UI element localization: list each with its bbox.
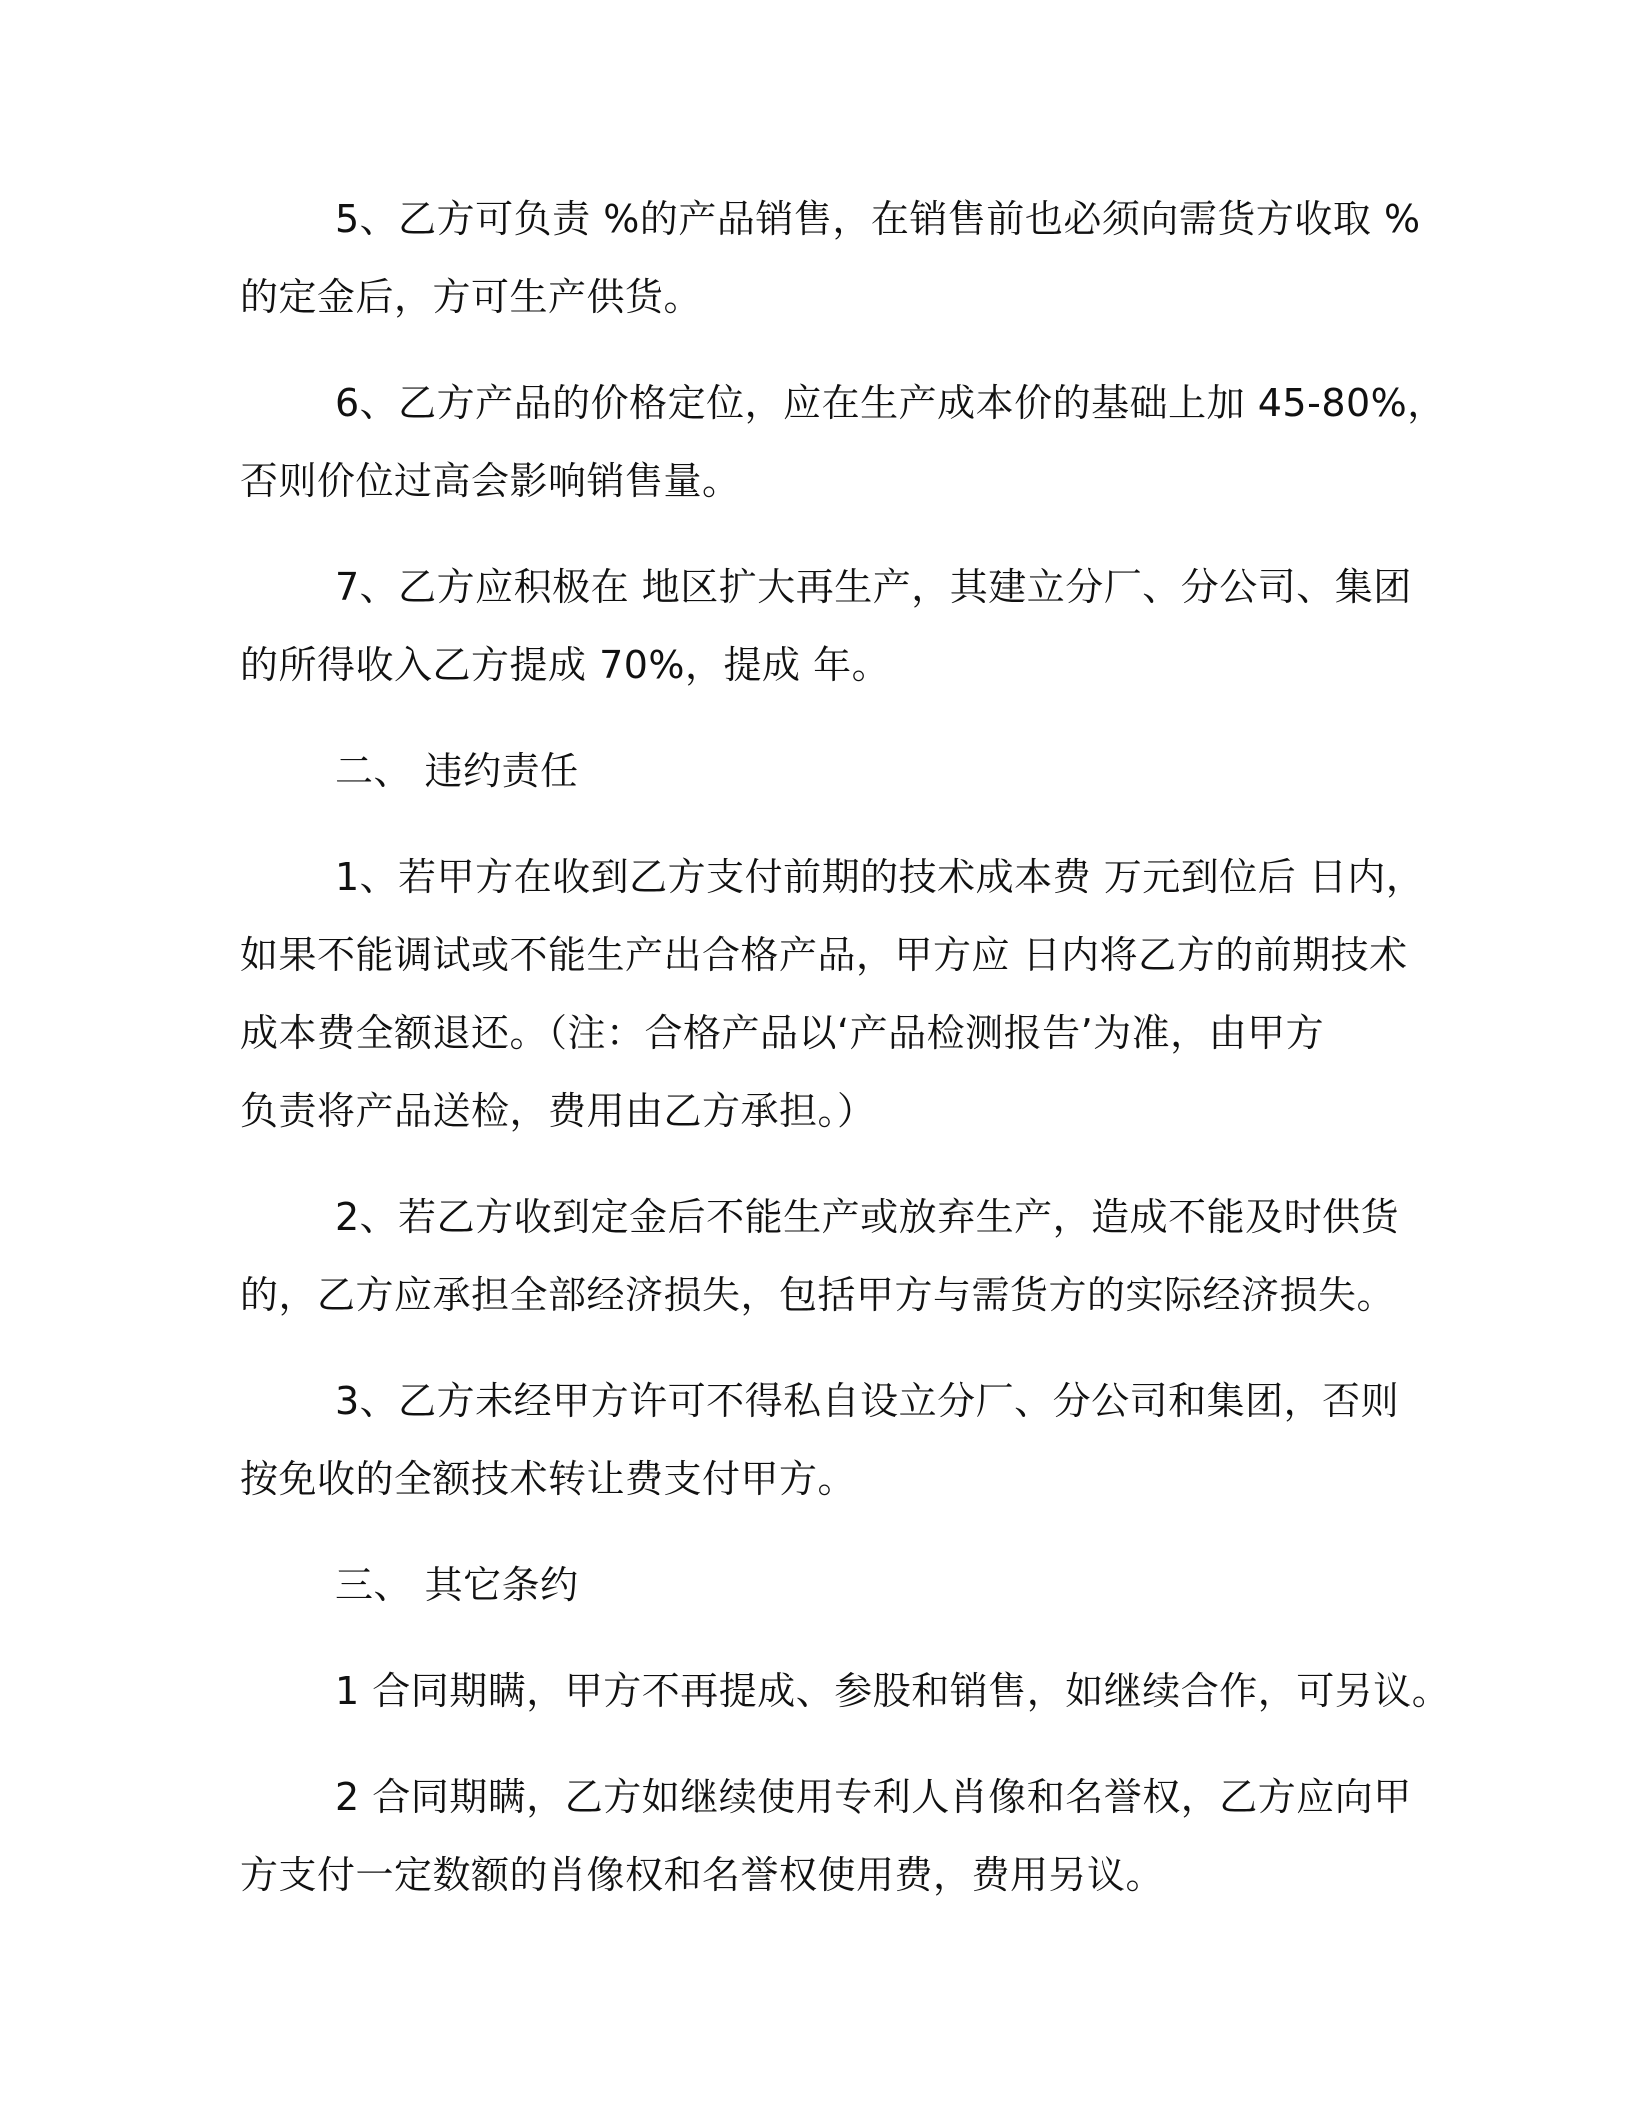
section-heading-liability <box>240 732 1400 810</box>
paragraph-line: 6、乙方产品的价格定位，应在生产成本价的基础上加 45-80%， <box>335 381 1446 425</box>
liability-clause-2-paragraph <box>240 1178 1400 1334</box>
paragraph-line: 1、若甲方在收到乙方支付前期的技术成本费 万元到位后 日内， <box>335 855 1425 899</box>
section-heading: 二、 违约责任 <box>335 749 579 793</box>
paragraph-line: 的所得收入乙方提成 70%，提成 年。 <box>240 643 891 687</box>
other-term-2-paragraph <box>240 1758 1412 1914</box>
paragraph-line: 3、乙方未经甲方许可不得私自设立分厂、分公司和集团，否则 <box>335 1379 1400 1423</box>
paragraph-line: 7、乙方应积极在 地区扩大再生产，其建立分厂、分公司、集团 <box>335 565 1412 609</box>
paragraph-line: 2 合同期瞒，乙方如继续使用专利人肖像和名誉权，乙方应向甲 <box>335 1775 1412 1819</box>
paragraph-line: 按免收的全额技术转让费支付甲方。 <box>240 1457 857 1501</box>
clause-5-paragraph <box>240 180 1421 336</box>
section-heading: 三、 其它条约 <box>335 1563 579 1607</box>
paragraph-line: 2、若乙方收到定金后不能生产或放弃生产，造成不能及时供货 <box>335 1195 1400 1239</box>
paragraph-line: 成本费全额退还。（注：合格产品以‘产品检测报告’为准，由甲方 <box>240 1011 1325 1055</box>
paragraph-line: 如果不能调试或不能生产出合格产品，甲方应 日内将乙方的前期技术 <box>240 933 1408 977</box>
paragraph-line: 5、乙方可负责 %的产品销售，在销售前也必须向需货方收取 % <box>335 197 1421 241</box>
paragraph-line: 否则价位过高会影响销售量。 <box>240 459 741 503</box>
paragraph-line: 1 合同期瞒，甲方不再提成、参股和销售，如继续合作，可另议。 <box>335 1669 1451 1713</box>
clause-7-paragraph <box>240 548 1412 704</box>
other-term-1-paragraph <box>240 1652 1451 1730</box>
paragraph-line: 负责将产品送检，费用由乙方承担。） <box>240 1089 876 1133</box>
clause-6-paragraph <box>240 364 1446 520</box>
section-heading-other-terms <box>240 1546 1400 1624</box>
paragraph-line: 的定金后，方可生产供货。 <box>240 275 703 319</box>
paragraph-line: 的，乙方应承担全部经济损失，包括甲方与需货方的实际经济损失。 <box>240 1273 1396 1317</box>
liability-clause-3-paragraph <box>240 1362 1400 1518</box>
liability-clause-1-paragraph <box>240 838 1425 1150</box>
paragraph-line: 方支付一定数额的肖像权和名誉权使用费，费用另议。 <box>240 1853 1165 1897</box>
document-body <box>240 180 1451 1942</box>
